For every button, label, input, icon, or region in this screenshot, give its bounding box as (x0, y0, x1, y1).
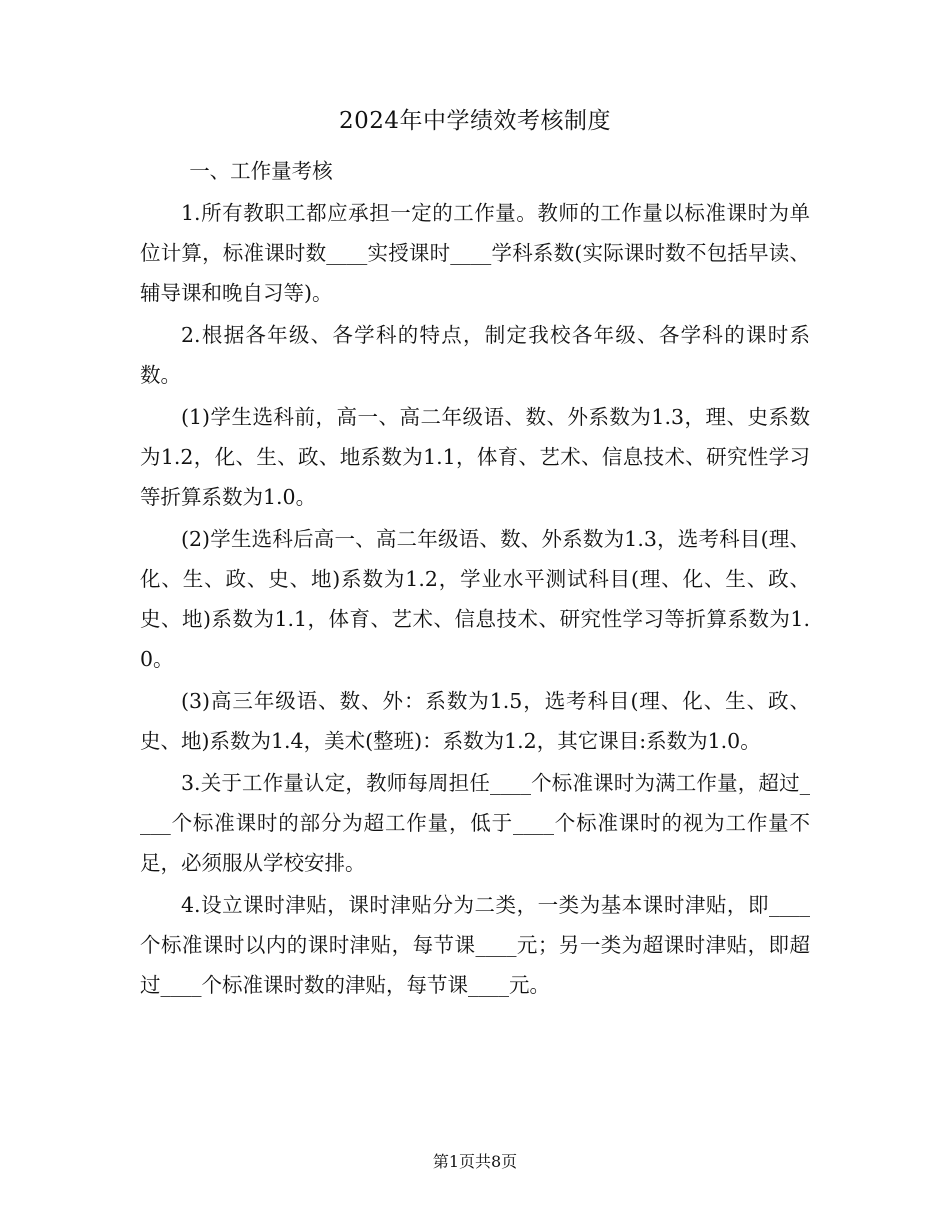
paragraph-3: (1)学生选科前，高一、高二年级语、数、外系数为1.3，理、史系数为1.2，化、生、政、地系数为1.1，体育、艺术、信息技术、研究性学习等折算系数为1.0。 (140, 405, 810, 509)
paragraph-6: 3.关于工作量认定，教师每周担任____个标准课时为满工作量，超过____个标准课时的部分为超工作量，低于____个标准课时的视为工作量不足，必须服从学校安排。 (140, 771, 810, 875)
document-body (140, 151, 810, 1007)
paragraph-2: 2.根据各年级、各学科的特点，制定我校各年级、各学科的课时系数。 (140, 323, 810, 387)
page-number-footer: 第1页共8页 (432, 1152, 518, 1171)
document-title: 2024年中学绩效考核制度 (338, 108, 612, 134)
paragraph-5: (3)高三年级语、数、外：系数为1.5，选考科目(理、化、生、政、史、地)系数为1.4，美术(整班)：系数为1.2，其它课目:系数为1.0。 (140, 689, 810, 753)
paragraph-7: 4.设立课时津贴，课时津贴分为二类，一类为基本课时津贴，即____个标准课时以内的课时津贴，每节课____元；另一类为超课时津贴，即超过____个标准课时数的津贴，每节课____元。 (140, 893, 810, 997)
paragraph-4: (2)学生选科后高一、高二年级语、数、外系数为1.3，选考科目(理、化、生、政、史、地)系数为1.2，学业水平测试科目(理、化、生、政、史、地)系数为1.1，体育、艺术、信息技术、研究性学习等折算系数为1.0。 (140, 527, 810, 671)
paragraph-1: 1.所有教职工都应承担一定的工作量。教师的工作量以标准课时为单位计算，标准课时数____实授课时____学科系数(实际课时数不包括早读、辅导课和晚自习等)。 (140, 201, 810, 305)
section-heading: 一、工作量考核 (189, 159, 333, 183)
